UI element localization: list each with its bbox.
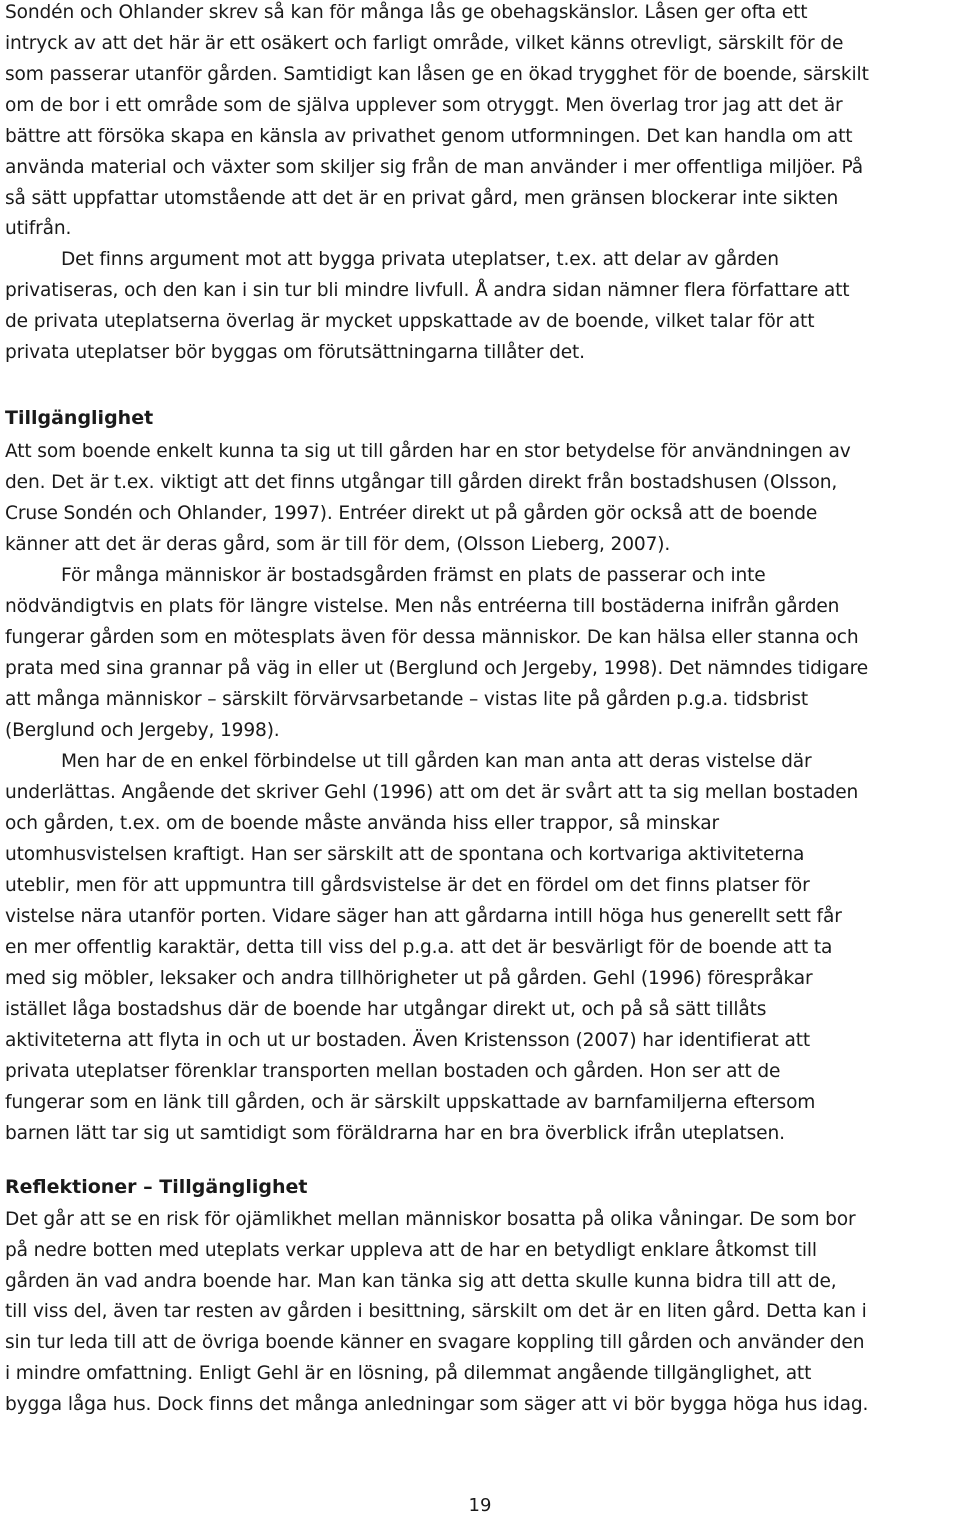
- text-line: privatiseras, och den kan i sin tur bli mindre livfull. Å andra sidan nämner flera författare att: [5, 280, 850, 301]
- text-line: prata med sina grannar på väg in eller ut (Berglund och Jergeby, 1998). Det nämndes tidigare: [5, 658, 869, 679]
- text-line: att många människor – särskilt förvärvsarbetande – vistas lite på gården p.g.a. tidsbrist: [5, 689, 809, 710]
- text-line: intryck av att det här är ett osäkert och farligt område, vilket känns otrevligt, särskilt för de: [5, 33, 844, 54]
- text-line: Sondén och Ohlander skrev så kan för många lås ge obehagskänslor. Låsen ger ofta ett: [5, 2, 808, 23]
- text-line: barnen lätt tar sig ut samtidigt som föräldrarna har en bra överblick ifrån uteplatsen.: [5, 1123, 785, 1144]
- text-line: fungerar gården som en mötesplats även för dessa människor. De kan hälsa eller stanna och: [5, 627, 859, 648]
- section-heading: Tillgänglighet: [5, 407, 154, 429]
- text-line: med sig möbler, leksaker och andra tillhörigheter ut på gården. Gehl (1996) förespråkar: [5, 968, 813, 989]
- text-line: fungerar som en länk till gården, och är särskilt uppskattade av barnfamiljerna eftersom: [5, 1092, 816, 1113]
- text-line: Att som boende enkelt kunna ta sig ut till gården har en stor betydelse för användningen av: [5, 441, 851, 462]
- text-line: om de bor i ett område som de själva upplever som otryggt. Men överlag tror jag att det är: [5, 95, 843, 116]
- text-line: istället låga bostadshus där de boende har utgångar direkt ut, och på så sätt tillåts: [5, 999, 767, 1020]
- text-line: känner att det är deras gård, som är till för dem, (Olsson Lieberg, 2007).: [5, 534, 671, 555]
- text-line: en mer offentlig karaktär, detta till viss del p.g.a. att det är besvärligt för de boende att ta: [5, 937, 833, 958]
- text-line: som passerar utanför gården. Samtidigt kan låsen ge en ökad trygghet för de boende, särskilt: [5, 64, 869, 85]
- text-line: vistelse nära utanför porten. Vidare säger han att gårdarna intill höga hus generellt sett får: [5, 906, 842, 927]
- text-line: till viss del, även tar resten av gården i besittning, särskilt om det är en liten gård. Detta kan i: [5, 1301, 867, 1322]
- text-line: bättre att försöka skapa en känsla av privathet genom utformningen. Det kan handla om att: [5, 126, 853, 147]
- text-line: För många människor är bostadsgården främst en plats de passerar och inte: [61, 565, 766, 586]
- section-heading: Reflektioner – Tillgänglighet: [5, 1176, 308, 1198]
- text-line: så sätt uppfattar utomstående att det är en privat gård, men gränsen blockerar inte sikten: [5, 188, 839, 209]
- text-line: underlättas. Angående det skriver Gehl (1996) att om det är svårt att ta sig mellan bostaden: [5, 782, 859, 803]
- text-line: Men har de en enkel förbindelse ut till gården kan man anta att deras vistelse där: [61, 751, 812, 772]
- text-line: de privata uteplatserna överlag är mycket uppskattade av de boende, vilket talar för att: [5, 311, 815, 332]
- text-line: nödvändigtvis en plats för längre vistelse. Men nås entréerna till bostäderna inifrån gården: [5, 596, 840, 617]
- text-line: i mindre omfattning. Enligt Gehl är en lösning, på dilemmat angående tillgänglighet, att: [5, 1363, 812, 1384]
- text-line: Cruse Sondén och Ohlander, 1997). Entréer direkt ut på gården gör också att de boende: [5, 503, 818, 524]
- text-line: Det går att se en risk för ojämlikhet mellan människor bosatta på olika våningar. De som bor: [5, 1209, 856, 1230]
- text-line: den. Det är t.ex. viktigt att det finns utgångar till gården direkt från bostadshusen (Olsson,: [5, 472, 838, 493]
- text-line: (Berglund och Jergeby, 1998).: [5, 720, 280, 741]
- text-line: utifrån.: [5, 218, 72, 239]
- text-line: privata uteplatser bör byggas om förutsättningarna tillåter det.: [5, 342, 585, 363]
- text-line: utomhusvistelsen kraftigt. Han ser särskilt att de spontana och kortvariga aktiviteterna: [5, 844, 805, 865]
- text-line: sin tur leda till att de övriga boende känner en svagare koppling till gården och använder den: [5, 1332, 865, 1353]
- text-line: aktiviteterna att flyta in och ut ur bostaden. Även Kristensson (2007) har identifierat att: [5, 1030, 810, 1051]
- text-line: gården än vad andra boende har. Man kan tänka sig att detta skulle kunna bidra till att de,: [5, 1271, 837, 1292]
- page-number: 19: [468, 1495, 492, 1516]
- text-line: Det finns argument mot att bygga privata uteplatser, t.ex. att delar av gården: [61, 249, 779, 270]
- text-line: privata uteplatser förenklar transporten mellan bostaden och gården. Hon ser att de: [5, 1061, 781, 1082]
- text-line: bygga låga hus. Dock finns det många anledningar som säger att vi bör bygga höga hus idag.: [5, 1394, 869, 1415]
- text-line: använda material och växter som skiljer sig från de man använder i mer offentliga miljöer. På: [5, 157, 863, 178]
- text-line: och gården, t.ex. om de boende måste använda hiss eller trappor, så minskar: [5, 813, 719, 834]
- text-line: uteblir, men för att uppmuntra till gårdsvistelse är det en fördel om det finns platser för: [5, 875, 810, 896]
- text-line: på nedre botten med uteplats verkar uppleva att de har en betydligt enklare åtkomst till: [5, 1240, 817, 1261]
